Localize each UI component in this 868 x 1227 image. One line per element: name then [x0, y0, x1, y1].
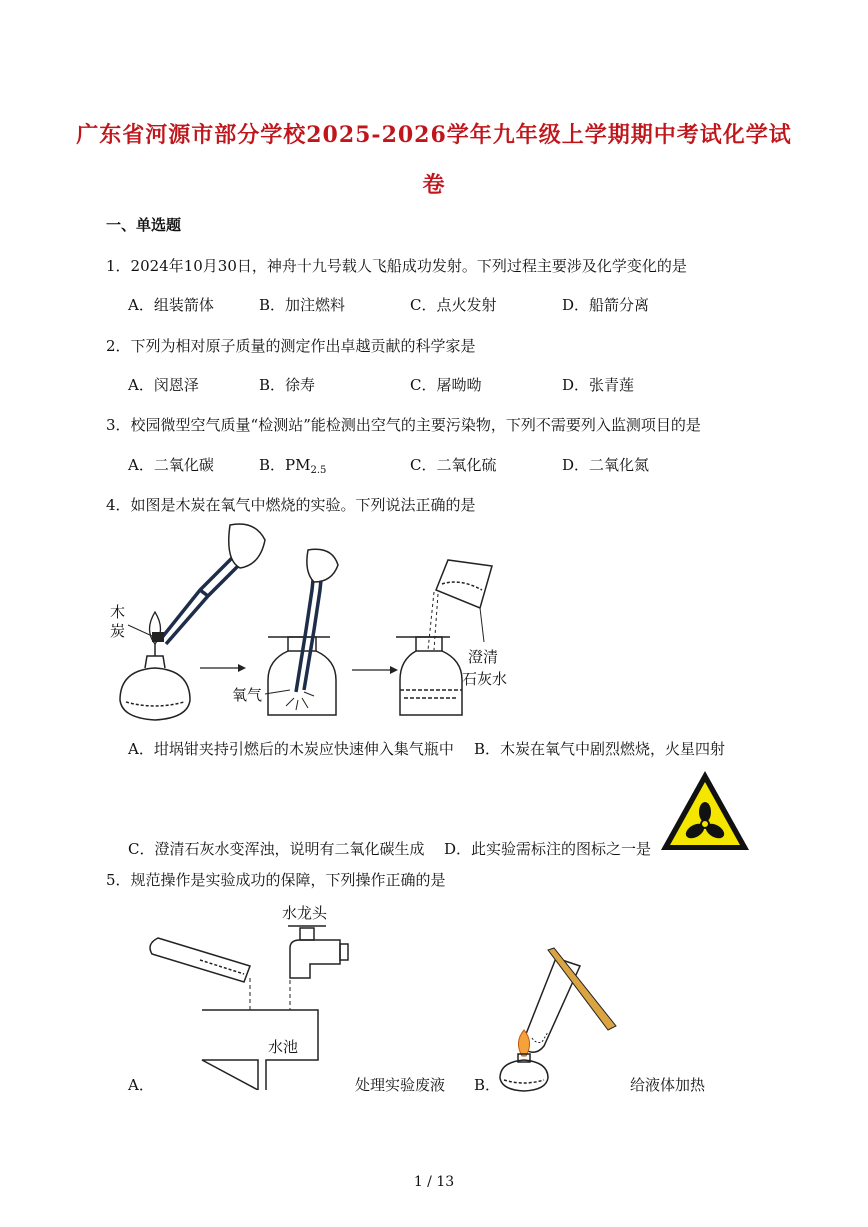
q4-option-d: D．此实验需标注的图标之一是	[444, 840, 652, 858]
pool-icon	[202, 1010, 318, 1090]
q2-option-a: A．闵恩泽	[128, 376, 199, 394]
hand-icon	[229, 524, 265, 568]
q1-option-a: A．组装箭体	[128, 296, 214, 314]
q1-option-d: D．船箭分离	[562, 296, 650, 314]
q2-stem: 2．下列为相对原子质量的测定作出卓越贡献的科学家是	[106, 337, 476, 355]
q3-option-d: D．二氧化氮	[562, 456, 650, 474]
waste-liquid-disposal-figure	[140, 900, 370, 1090]
label-limewater-2: 石灰水	[462, 670, 508, 688]
fan-warning-icon	[658, 768, 752, 854]
q3-option-a: A．二氧化碳	[128, 456, 214, 474]
q2-option-c: C．屠呦呦	[410, 376, 482, 394]
q1-option-b: B．加注燃料	[259, 296, 346, 314]
q3-stem: 3．校园微型空气质量“检测站”能检测出空气的主要污染物，下列不需要列入监测项目的是	[106, 416, 701, 434]
q5-option-b-caption: 给液体加热	[630, 1076, 706, 1094]
q1-stem: 1．2024年10月30日，神舟十九号载人飞船成功发射。下列过程主要涉及化学变化的是	[106, 257, 687, 275]
label-faucet: 水龙头	[282, 904, 328, 922]
doc-title-line-1: 广东省河源市部分学校2025-2026学年九年级上学期期中考试化学试	[76, 122, 792, 148]
q4-stem: 4．如图是木炭在氧气中燃烧的实验。下列说法正确的是	[106, 496, 476, 514]
charcoal-combustion-figure	[100, 520, 520, 730]
q4-option-c: C．澄清石灰水变浑浊，说明有二氧化碳生成	[128, 840, 425, 858]
label-oxygen: 氧气	[232, 686, 263, 704]
beaker-icon	[436, 560, 492, 608]
q3-option-b: B．$PM_{2.5}$	[259, 456, 327, 476]
q2-option-d: D．张青莲	[562, 376, 635, 394]
q3-option-c: C．二氧化硫	[410, 456, 497, 474]
q5-stem: 5．规范操作是实验成功的保障，下列操作正确的是	[106, 871, 446, 889]
page-number: 1 / 13	[413, 1174, 455, 1190]
heating-liquid-figure	[496, 946, 626, 1092]
doc-title-line-2: 卷	[422, 172, 446, 198]
q5-option-a-letter: A．	[128, 1076, 154, 1094]
label-limewater-1: 澄清	[468, 648, 499, 666]
label-charcoal-1: 木	[110, 603, 126, 621]
q2-option-b: B．徐寿	[259, 376, 316, 394]
label-pool: 水池	[268, 1038, 299, 1056]
q5-option-b-letter: B．	[474, 1076, 501, 1094]
q4-option-a: A．坩埚钳夹持引燃后的木炭应快速伸入集气瓶中	[128, 740, 454, 758]
section-heading: 一、单选题	[106, 216, 182, 234]
alcohol-lamp-icon	[120, 644, 190, 720]
faucet-icon	[288, 926, 348, 978]
label-charcoal-2: 炭	[110, 622, 126, 640]
q1-option-c: C．点火发射	[410, 296, 497, 314]
pm-subscript: 2.5	[310, 465, 327, 476]
q4-option-b: B．木炭在氧气中剧烈燃烧，火星四射	[474, 740, 726, 758]
q5-option-a-caption: 处理实验废液	[355, 1076, 446, 1094]
